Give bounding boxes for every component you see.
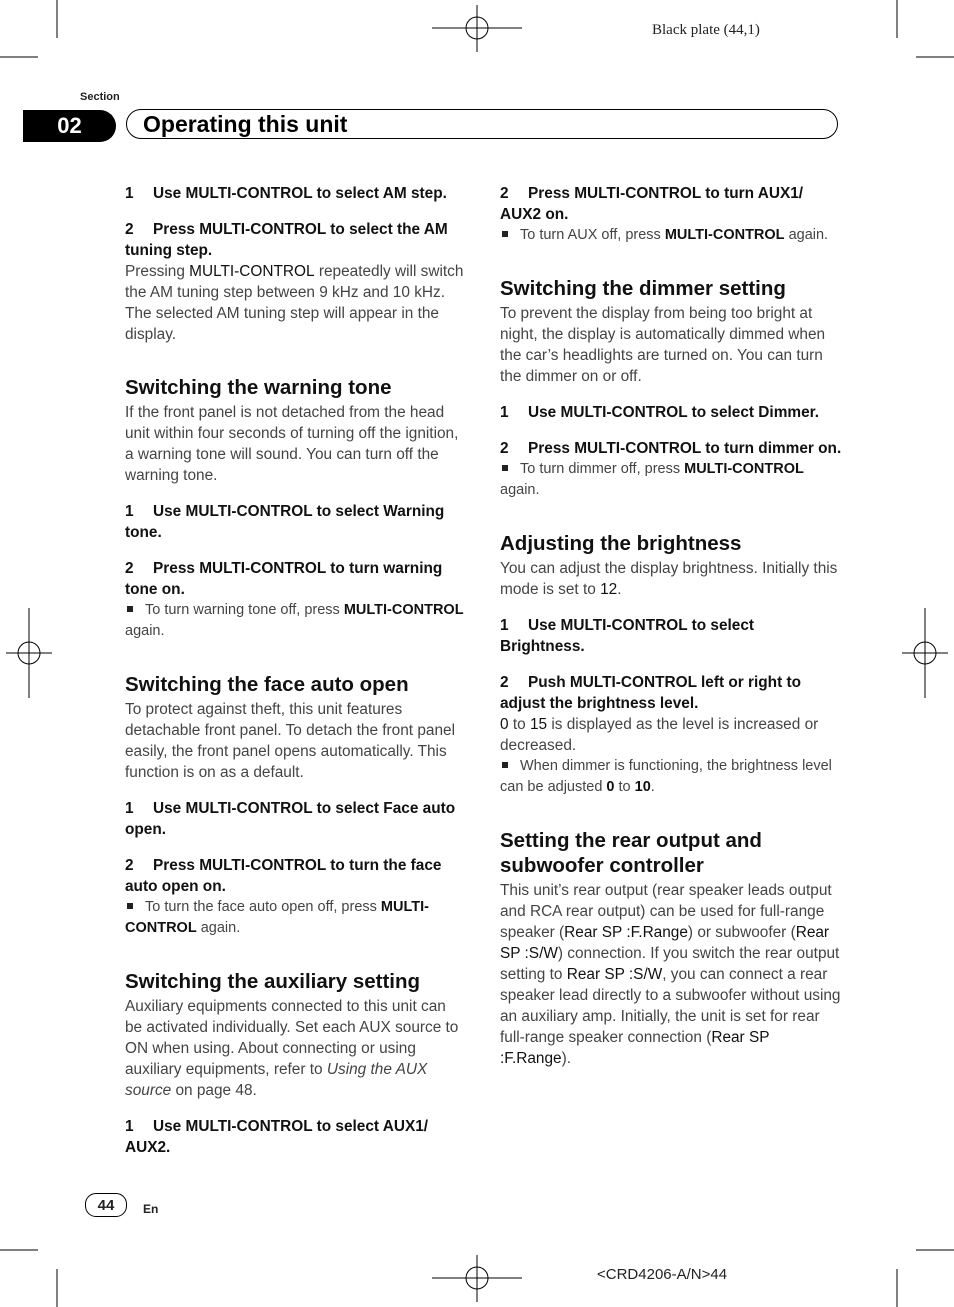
cross-reference-link[interactable]: Using the AUX source bbox=[125, 1061, 428, 1099]
paragraph: To prevent the display from being too bright at night, the display is automatically dimmed when the car’s headlights are turned on. You can turn the dimmer on or off. bbox=[500, 305, 826, 385]
step: 2 Press MULTI-CONTROL to turn warning tone on. bbox=[125, 560, 443, 598]
paragraph: You can adjust the display brightness. Initially this mode is set to 12. bbox=[500, 560, 838, 598]
step: 2 Press MULTI-CONTROL to turn the face auto open on. bbox=[125, 857, 442, 895]
step-text: Press MULTI-CONTROL to select the AM tuning step. bbox=[125, 221, 448, 259]
step-text: Push MULTI-CONTROL left or right to adjust the brightness level. bbox=[500, 674, 802, 712]
section-label: Section bbox=[80, 91, 120, 103]
right-column bbox=[500, 183, 842, 1069]
step: 1 Use MULTI-CONTROL to select AM step. bbox=[125, 185, 447, 202]
section-title: Operating this unit bbox=[143, 110, 348, 137]
paragraph: If the front panel is not detached from the head unit within four seconds of turning off the ignition, a warning tone will sound. You can turn off the warning tone. bbox=[125, 404, 459, 484]
heading-rear-output: Setting the rear output and subwoofer controller bbox=[500, 829, 762, 877]
plate-label: Black plate (44,1) bbox=[652, 22, 760, 38]
paragraph: To protect against theft, this unit features detachable front panel. To detach the front panel easily, the front panel opens automatically. This function is on as a default. bbox=[125, 701, 456, 781]
step: 2 Press MULTI-CONTROL to turn dimmer on. bbox=[500, 440, 842, 457]
step-text: Press MULTI-CONTROL to turn AUX1/ AUX2 on. bbox=[500, 185, 804, 223]
heading-dimmer-setting: Switching the dimmer setting bbox=[500, 277, 786, 300]
step-text: Press MULTI-CONTROL to turn the face auto open on. bbox=[125, 857, 442, 895]
paragraph: Auxiliary equipments connected to this unit can be activated individually. Set each AUX source to ON when using. About connecting or using auxiliary equipments, refer to Using the AUX source on page 48. bbox=[125, 998, 459, 1099]
page-number-badge: 44 bbox=[85, 1193, 127, 1217]
step-text: Use MULTI-CONTROL to select Dimmer. bbox=[528, 404, 820, 421]
step: 1 Use MULTI-CONTROL to select Warning tone. bbox=[125, 503, 445, 541]
step: 2 Press MULTI-CONTROL to select the AM tuning step. bbox=[125, 221, 448, 259]
note: To turn AUX off, press MULTI-CONTROL again. bbox=[500, 225, 842, 246]
step: 1 Use MULTI-CONTROL to select Brightness. bbox=[500, 617, 755, 655]
paragraph: Pressing MULTI-CONTROL repeatedly will switch the AM tuning step between 9 kHz and 10 kHz. The selected AM tuning step will appear in the display. bbox=[125, 263, 464, 343]
paragraph: 0 to 15 is displayed as the level is increased or decreased. bbox=[500, 716, 819, 754]
note: To turn the face auto open off, press MULTI-CONTROL again. bbox=[125, 899, 429, 936]
heading-warning-tone: Switching the warning tone bbox=[125, 376, 392, 399]
step-text: Press MULTI-CONTROL to turn warning tone on. bbox=[125, 560, 443, 598]
note: To turn warning tone off, press MULTI-CONTROL again. bbox=[125, 602, 464, 639]
bullet-icon bbox=[502, 465, 508, 471]
step: 2 Press MULTI-CONTROL to turn AUX1/ AUX2 on. bbox=[500, 185, 804, 223]
heading-auxiliary-setting: Switching the auxiliary setting bbox=[125, 970, 421, 993]
heading-brightness: Adjusting the brightness bbox=[500, 532, 742, 555]
step: 1 Use MULTI-CONTROL to select AUX1/ AUX2. bbox=[125, 1118, 429, 1156]
bullet-icon bbox=[502, 231, 508, 237]
bullet-icon bbox=[127, 606, 133, 612]
step-text: Use MULTI-CONTROL to select Brightness. bbox=[500, 617, 755, 655]
note: When dimmer is functioning, the brightness level can be adjusted 0 to 10. bbox=[500, 758, 832, 795]
step: 1 Use MULTI-CONTROL to select Face auto open. bbox=[125, 800, 456, 838]
language-label: En bbox=[143, 1202, 159, 1216]
note: To turn dimmer off, press MULTI-CONTROL again. bbox=[500, 461, 804, 498]
heading-face-auto-open: Switching the face auto open bbox=[125, 673, 409, 696]
step-text: Use MULTI-CONTROL to select AUX1/ AUX2. bbox=[125, 1118, 429, 1156]
left-column bbox=[125, 183, 467, 1158]
step-text: Use MULTI-CONTROL to select Warning tone. bbox=[125, 503, 445, 541]
step-text: Press MULTI-CONTROL to turn dimmer on. bbox=[528, 440, 842, 457]
section-title-box bbox=[126, 109, 838, 139]
bullet-icon bbox=[502, 762, 508, 768]
step-text: Use MULTI-CONTROL to select AM step. bbox=[153, 185, 447, 202]
step: 1 Use MULTI-CONTROL to select Dimmer. bbox=[500, 404, 820, 421]
section-number-badge: 02 bbox=[23, 110, 116, 142]
bullet-icon bbox=[127, 903, 133, 909]
paragraph: This unit’s rear output (rear speaker leads output and RCA rear output) can be used for full-range speaker (Rear SP :F.Range) or subwoofer (Rear SP :S/W) connection. If you switch the rear output setting to Rear SP :S/W, you can connect a rear speaker lead directly to a subwoofer without using an auxiliary amp. Initially, the unit is set for rear full-range speaker connection (Rear SP :F.Range). bbox=[500, 882, 841, 1067]
step: 2 Push MULTI-CONTROL left or right to adjust the brightness level. bbox=[500, 674, 802, 712]
document-code: <CRD4206-A/N>44 bbox=[597, 1266, 728, 1283]
step-text: Use MULTI-CONTROL to select Face auto open. bbox=[125, 800, 456, 838]
